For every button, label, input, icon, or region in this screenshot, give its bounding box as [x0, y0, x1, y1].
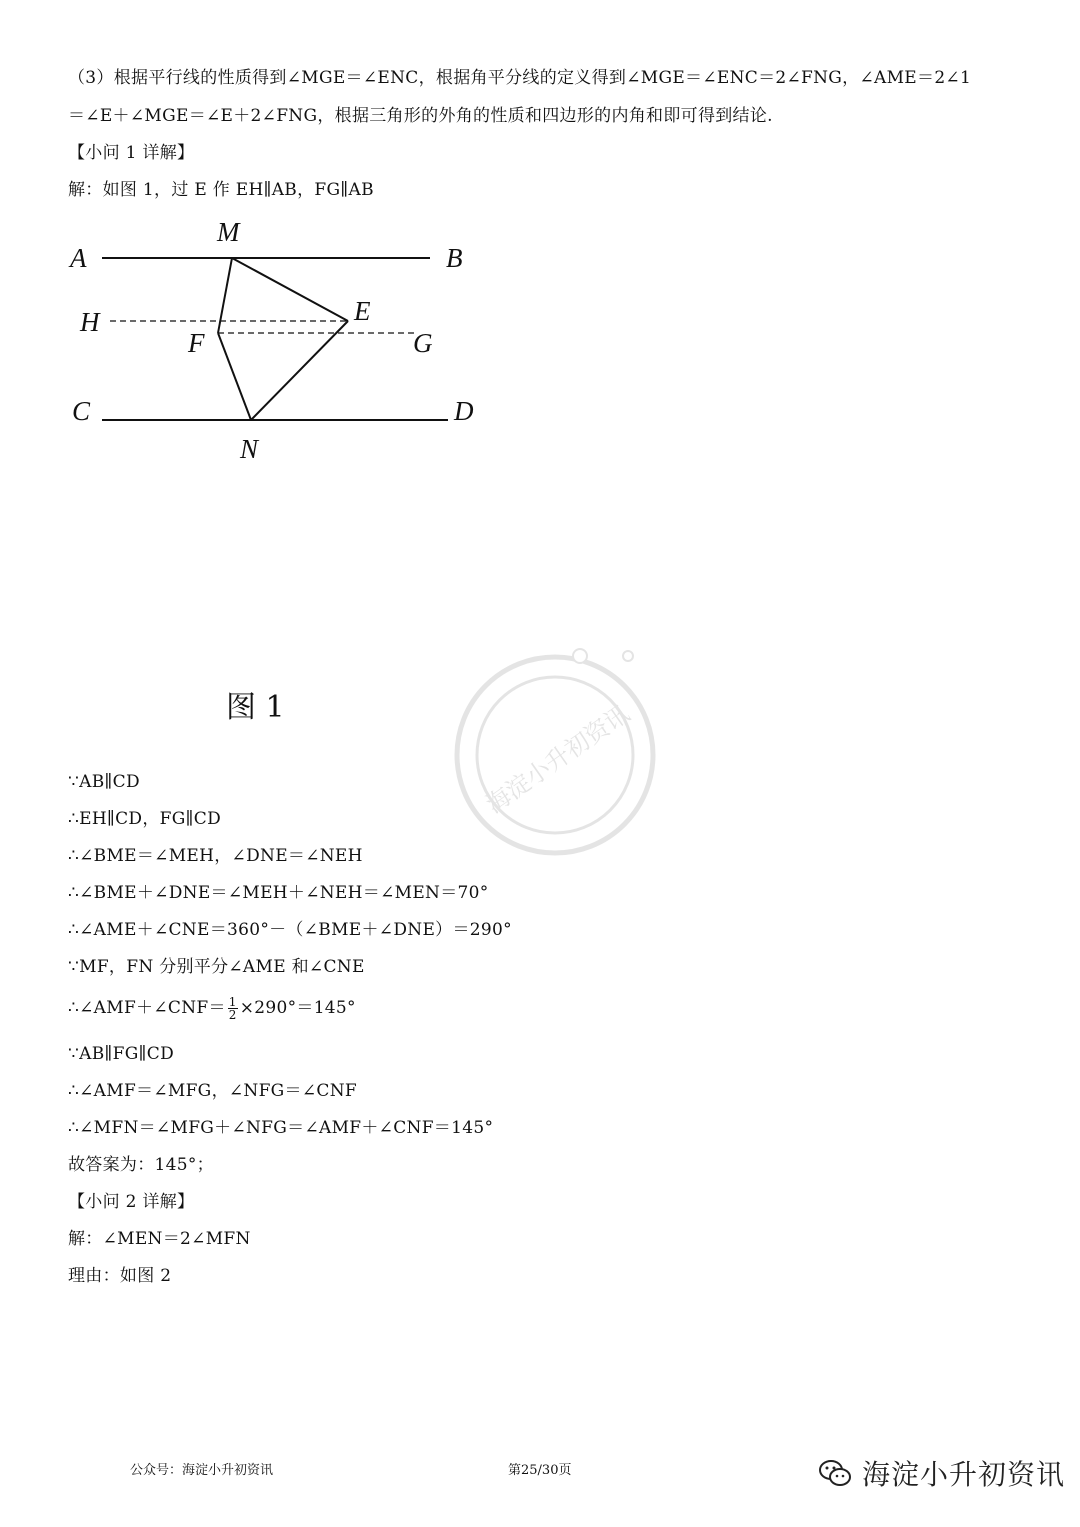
wechat-icon — [818, 1458, 852, 1488]
footer-brand-text: 海淀小升初资讯 — [862, 1458, 1066, 1491]
label-c: C — [72, 396, 91, 426]
proof-line-2: ∴EH∥CD，FG∥CD — [68, 809, 222, 829]
watermark-text: 海淀小升初资讯 — [481, 699, 635, 819]
geometry-figure-1 — [60, 205, 500, 475]
proof-line-1: ∵AB∥CD — [68, 772, 140, 792]
label-n: N — [240, 434, 259, 464]
label-f: F — [188, 328, 205, 358]
analysis-line-2: ＝∠E＋∠MGE＝∠E＋2∠FNG，根据三角形的外角的性质和四边形的内角和即可得到结论. — [68, 106, 773, 126]
label-d: D — [454, 396, 474, 426]
segment-en — [251, 321, 348, 420]
fraction-one-half — [228, 996, 238, 1021]
proof-line-8: ∴∠AMF＝∠MFG，∠NFG＝∠CNF — [68, 1081, 357, 1101]
label-h: H — [80, 307, 100, 337]
proof-line-6: ∵MF，FN 分别平分∠AME 和∠CNE — [68, 957, 365, 977]
segment-me — [232, 258, 348, 321]
solution-intro: 解：如图 1，过 E 作 EH∥AB，FG∥AB — [68, 180, 374, 200]
analysis-line-1: （3）根据平行线的性质得到∠MGE＝∠ENC，根据角平分线的定义得到∠MGE＝∠ENC＝2∠FNG，∠AME＝2∠1 — [68, 68, 972, 88]
subquestion-2-reason: 理由：如图 2 — [68, 1266, 172, 1286]
fraction-numerator: 1 — [228, 995, 237, 1009]
proof-line-3: ∴∠BME＝∠MEH，∠DNE＝∠NEH — [68, 846, 363, 866]
segment-fn — [218, 333, 251, 420]
footer-brand — [818, 1453, 1065, 1493]
proof-line-9: ∴∠MFN＝∠MFG＋∠NFG＝∠AMF＋∠CNF＝145° — [68, 1118, 494, 1138]
footer-page-number: 第25/30页 — [508, 1463, 572, 1478]
proof-line-5: ∴∠AME＋∠CNE＝360°－（∠BME＋∠DNE）＝290° — [68, 920, 512, 940]
subquestion-2-claim: 解：∠MEN＝2∠MFN — [68, 1229, 251, 1249]
label-m: M — [217, 217, 240, 247]
label-b: B — [446, 243, 463, 273]
fraction-prefix: ∴∠AMF＋∠CNF＝ — [68, 998, 226, 1018]
proof-line-fraction — [68, 996, 356, 1021]
proof-line-4: ∴∠BME＋∠DNE＝∠MEH＋∠NEH＝∠MEN＝70° — [68, 883, 489, 903]
subquestion-2-heading: 【小问 2 详解】 — [68, 1192, 195, 1212]
answer-line: 故答案为：145°； — [68, 1155, 214, 1175]
segment-mf — [218, 258, 232, 333]
watermark-seal — [440, 640, 670, 870]
proof-line-7: ∵AB∥FG∥CD — [68, 1044, 175, 1064]
label-a: A — [70, 243, 87, 273]
subquestion-1-heading: 【小问 1 详解】 — [68, 143, 195, 163]
footer-account: 公众号：海淀小升初资讯 — [130, 1463, 274, 1478]
figure-caption: 图 1 — [226, 690, 285, 725]
fraction-suffix: ×290°＝145° — [239, 998, 356, 1018]
fraction-denominator: 2 — [228, 1008, 237, 1022]
label-g: G — [413, 328, 433, 358]
label-e: E — [354, 296, 371, 326]
